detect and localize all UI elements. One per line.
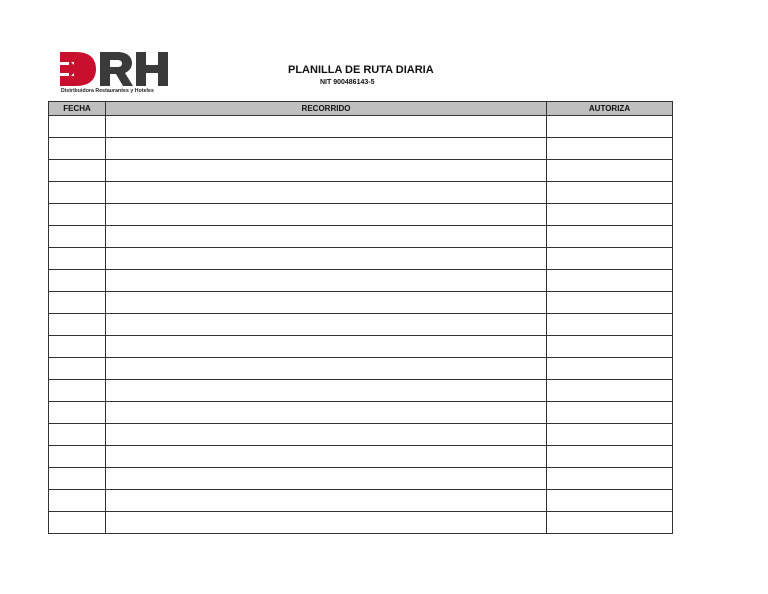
autoriza-cell[interactable] [547,204,673,226]
fecha-cell[interactable] [49,204,106,226]
recorrido-cell[interactable] [106,248,547,270]
fecha-cell[interactable] [49,358,106,380]
fecha-cell[interactable] [49,336,106,358]
table-row [49,424,673,446]
recorrido-cell[interactable] [106,358,547,380]
fecha-cell[interactable] [49,270,106,292]
autoriza-cell[interactable] [547,336,673,358]
table-row [49,512,673,534]
table-row [49,160,673,182]
fecha-cell[interactable] [49,468,106,490]
column-header-recorrido: RECORRIDO [106,102,547,116]
route-table [48,101,673,534]
table-row [49,380,673,402]
autoriza-cell[interactable] [547,248,673,270]
recorrido-cell[interactable] [106,380,547,402]
table-row [49,182,673,204]
fecha-cell[interactable] [49,226,106,248]
recorrido-cell[interactable] [106,270,547,292]
fecha-cell[interactable] [49,512,106,534]
autoriza-cell[interactable] [547,138,673,160]
table-row [49,292,673,314]
autoriza-cell[interactable] [547,182,673,204]
fecha-cell[interactable] [49,292,106,314]
autoriza-cell[interactable] [547,402,673,424]
table-row [49,402,673,424]
autoriza-cell[interactable] [547,160,673,182]
table-row [49,226,673,248]
table-row [49,116,673,138]
table-row [49,468,673,490]
recorrido-cell[interactable] [106,226,547,248]
column-header-fecha: FECHA [49,102,106,116]
nit-number: NIT 900486143-5 [320,79,375,86]
table-row [49,270,673,292]
page-title: PLANILLA DE RUTA DIARIA [288,64,434,76]
recorrido-cell[interactable] [106,314,547,336]
autoriza-cell[interactable] [547,270,673,292]
autoriza-cell[interactable] [547,424,673,446]
fecha-cell[interactable] [49,182,106,204]
recorrido-cell[interactable] [106,160,547,182]
fecha-cell[interactable] [49,138,106,160]
autoriza-cell[interactable] [547,292,673,314]
recorrido-cell[interactable] [106,204,547,226]
table-row [49,204,673,226]
recorrido-cell[interactable] [106,490,547,512]
autoriza-cell[interactable] [547,314,673,336]
fecha-cell[interactable] [49,314,106,336]
fecha-cell[interactable] [49,380,106,402]
table-row [49,490,673,512]
column-header-autoriza: AUTORIZA [547,102,673,116]
table-header-row [49,102,673,116]
table-row [49,314,673,336]
table-row [49,138,673,160]
fecha-cell[interactable] [49,490,106,512]
autoriza-cell[interactable] [547,468,673,490]
company-logo [60,52,170,98]
table-body [49,116,673,534]
recorrido-cell[interactable] [106,336,547,358]
recorrido-cell[interactable] [106,292,547,314]
autoriza-cell[interactable] [547,380,673,402]
autoriza-cell[interactable] [547,116,673,138]
recorrido-cell[interactable] [106,402,547,424]
recorrido-cell[interactable] [106,512,547,534]
recorrido-cell[interactable] [106,468,547,490]
fecha-cell[interactable] [49,446,106,468]
table-row [49,446,673,468]
recorrido-cell[interactable] [106,182,547,204]
recorrido-cell[interactable] [106,138,547,160]
recorrido-cell[interactable] [106,116,547,138]
fecha-cell[interactable] [49,116,106,138]
fecha-cell[interactable] [49,402,106,424]
logo-caption: Distribuidora Restaurantes y Hoteles [61,88,154,94]
fecha-cell[interactable] [49,424,106,446]
fecha-cell[interactable] [49,248,106,270]
autoriza-cell[interactable] [547,226,673,248]
table-row [49,358,673,380]
table-row [49,336,673,358]
arrow-logo-icon [60,52,170,86]
recorrido-cell[interactable] [106,446,547,468]
autoriza-cell[interactable] [547,446,673,468]
table-row [49,248,673,270]
autoriza-cell[interactable] [547,512,673,534]
autoriza-cell[interactable] [547,358,673,380]
recorrido-cell[interactable] [106,424,547,446]
autoriza-cell[interactable] [547,490,673,512]
fecha-cell[interactable] [49,160,106,182]
